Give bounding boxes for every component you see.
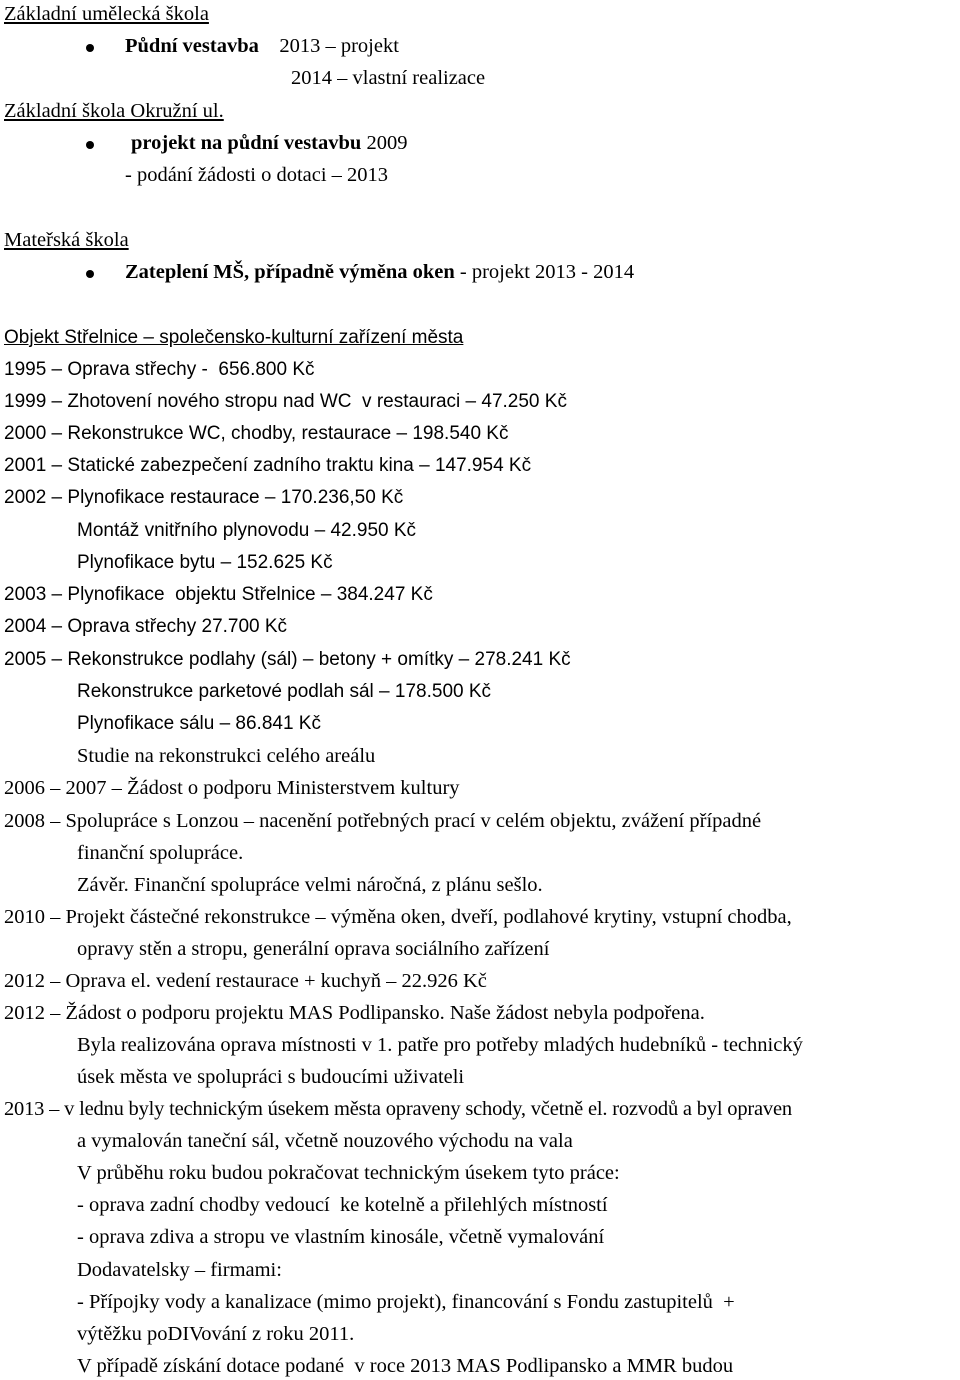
history-line: Plynofikace bytu – 152.625 Kč [77,552,333,573]
history-line: 2003 – Plynofikace objektu Střelnice – 384.247 Kč [4,584,433,605]
history-line: 2001 – Statické zabezpečení zadního traktu kina – 147.954 Kč [4,455,532,476]
zus-item-line2: 2014 – vlastní realizace [291,67,486,89]
history-line: - oprava zadní chodby vedoucí ke kotelně a přilehlých místností [77,1194,608,1216]
zus-item-title: Půdní vestavba [125,35,259,57]
zs-item [131,133,407,154]
ms-item-rest: - projekt 2013 - 2014 [454,261,635,283]
section-heading-zs: Základní škola Okružní ul. [4,100,224,122]
history-line: Byla realizována oprava místnosti v 1. patře pro potřeby mladých hudebníků - technický [77,1034,803,1056]
history-line: Montáž vnitřního plynovodu – 42.950 Kč [77,520,417,541]
section-heading-strelnice: Objekt Střelnice – společensko-kulturní zařízení města [4,327,464,348]
zus-item-rest: 2013 – projekt [279,35,399,57]
history-line: 2005 – Rekonstrukce podlahy (sál) – betony + omítky – 278.241 Kč [4,649,571,670]
history-line: finanční spolupráce. [77,842,244,864]
history-line: 2008 – Spolupráce s Lonzou – nacenění potřebných prací v celém objektu, zvážení případné [4,810,762,832]
bullet-icon [86,44,94,52]
history-line: Rekonstrukce parketové podlah sál – 178.500 Kč [77,681,492,702]
history-line: a vymalován taneční sál, včetně nouzového východu na vala [77,1130,573,1152]
history-line: 2010 – Projekt částečné rekonstrukce – výměna oken, dveří, podlahové krytiny, vstupní chodba, [4,906,792,928]
history-line: Závěr. Finanční spolupráce velmi náročná, z plánu sešlo. [77,874,543,896]
history-line: V případě získání dotace podané v roce 2013 MAS Podlipansko a MMR budou [77,1355,734,1377]
zs-item-title: projekt na půdní vestavbu [131,132,362,154]
zs-item-line2: - podání žádosti o dotaci – 2013 [125,164,389,186]
history-line: - Přípojky vody a kanalizace (mimo projekt), financování s Fondu zastupitelů + [77,1291,735,1313]
bullet-icon [86,141,94,149]
bullet-icon [86,270,94,278]
history-line: 2002 – Plynofikace restaurace – 170.236,50 Kč [4,487,404,508]
history-line: 2012 – Oprava el. vedení restaurace + kuchyň – 22.926 Kč [4,970,487,992]
history-line: 2000 – Rekonstrukce WC, chodby, restaurace – 198.540 Kč [4,423,509,444]
history-line: 2006 – 2007 – Žádost o podporu Ministerstvem kultury [4,777,460,799]
history-line: 2004 – Oprava střechy 27.700 Kč [4,616,288,637]
history-line: 1995 – Oprava střechy - 656.800 Kč [4,359,315,380]
history-line: Plynofikace sálu – 86.841 Kč [77,713,321,734]
ms-item-title: Zateplení MŠ, případně výměna oken [125,261,455,283]
history-line: - oprava zdiva a stropu ve vlastním kinosále, včetně vymalování [77,1226,605,1248]
ms-item [125,262,634,283]
zus-item [125,36,399,57]
history-line: 1999 – Zhotovení nového stropu nad WC v restauraci – 47.250 Kč [4,391,567,412]
section-heading-ms: Mateřská škola [4,229,129,251]
history-line: výtěžku poDIVování z roku 2011. [77,1323,355,1345]
history-line: opravy stěn a stropu, generální oprava sociálního zařízení [77,938,550,960]
history-line: V průběhu roku budou pokračovat technickým úsekem tyto práce: [77,1162,620,1184]
history-line: 2013 – v lednu byly technickým úsekem města opraveny schody, včetně el. rozvodů a byl opraven [4,1098,792,1120]
section-heading-zus: Základní umělecká škola [4,3,209,25]
history-line: Studie na rekonstrukci celého areálu [77,745,376,767]
history-line: 2012 – Žádost o podporu projektu MAS Podlipansko. Naše žádost nebyla podpořena. [4,1002,705,1024]
zs-item-rest: 2009 [361,132,408,154]
history-line: úsek města ve spolupráci s budoucími uživateli [77,1066,465,1088]
history-line: Dodavatelsky – firmami: [77,1259,282,1281]
